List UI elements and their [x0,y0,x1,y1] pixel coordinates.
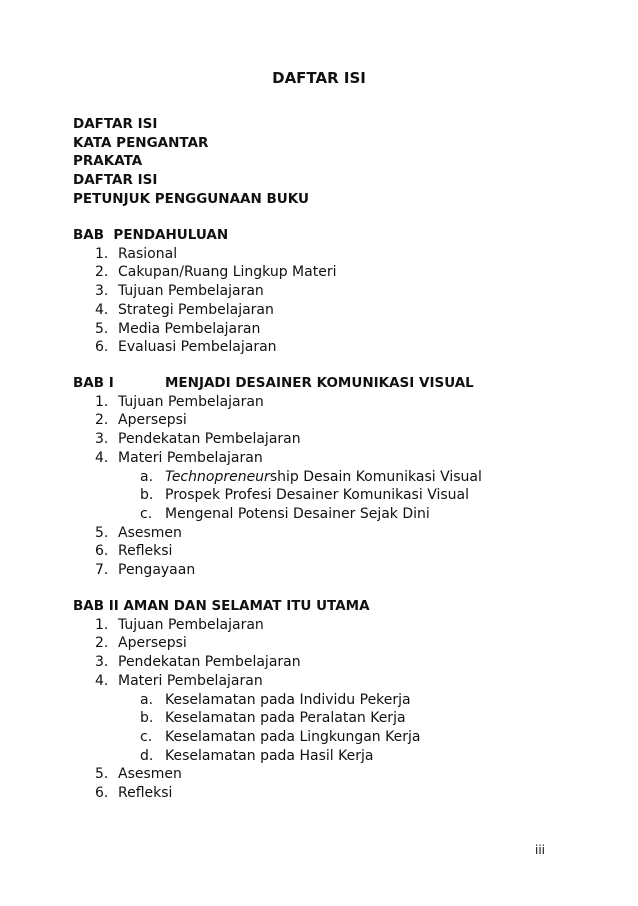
list-item: 5. Asesmen [95,524,182,541]
sub-item: d. Keselamatan pada Hasil Kerja [140,747,374,764]
front-item: PETUNJUK PENGGUNAAN BUKU [73,190,309,207]
list-item: 2. Apersepsi [95,412,187,429]
list-item: 3. Tujuan Pembelajaran [95,283,264,300]
list-item: 2. Apersepsi [95,635,187,652]
section-heading: BAB PENDAHULUAN [73,227,229,243]
section-bab-2 [73,597,420,803]
sub-item: c. Keselamatan pada Lingkungan Kerja [140,728,421,745]
list-item: 4. Strategi Pembelajaran [95,301,274,318]
section-bab-1 [73,374,482,580]
list-item: 3. Pendekatan Pembelajaran [95,654,301,671]
list-item: 1. Tujuan Pembelajaran [95,616,264,633]
list-item: 3. Pendekatan Pembelajaran [95,431,301,448]
front-item: DAFTAR ISI [73,172,158,189]
sub-item: a. Technopreneurship Desain Komunikasi Visual [140,468,482,485]
list-item: 6. Evaluasi Pembelajaran [95,339,277,356]
list-item: 2. Cakupan/Ruang Lingkup Materi [95,264,337,281]
section-heading: BAB II AMAN DAN SELAMAT ITU UTAMA [73,598,370,614]
list-item: 4. Materi Pembelajaran [95,672,263,689]
sub-item: c. Mengenal Potensi Desainer Sejak Dini [140,505,430,522]
front-item: DAFTAR ISI [73,116,158,132]
front-item: KATA PENGANTAR [73,134,209,151]
list-item: 6. Refleksi [95,543,173,560]
front-matter-list [73,115,309,209]
front-item: PRAKATA [73,153,143,170]
chapter-title: MENJADI DESAINER KOMUNIKASI VISUAL [165,375,474,391]
sub-item: a. Keselamatan pada Individu Pekerja [140,691,411,708]
list-item: 6. Refleksi [95,785,173,802]
list-item: 7. Pengayaan [95,562,196,579]
sub-item: b. Prospek Profesi Desainer Komunikasi Visual [140,487,469,504]
list-item: 1. Tujuan Pembelajaran [95,393,264,410]
sub-item: b. Keselamatan pada Peralatan Kerja [140,710,406,727]
page-title: DAFTAR ISI [272,69,366,87]
list-item: 1. Rasional [95,245,178,262]
chapter-label: BAB I [73,375,114,391]
list-item: 4. Materi Pembelajaran [95,449,263,466]
list-item: 5. Asesmen [95,766,182,783]
page-number: iii [535,843,546,857]
section-pendahuluan [73,226,336,357]
section-heading [73,374,482,393]
list-item: 5. Media Pembelajaran [95,320,261,337]
